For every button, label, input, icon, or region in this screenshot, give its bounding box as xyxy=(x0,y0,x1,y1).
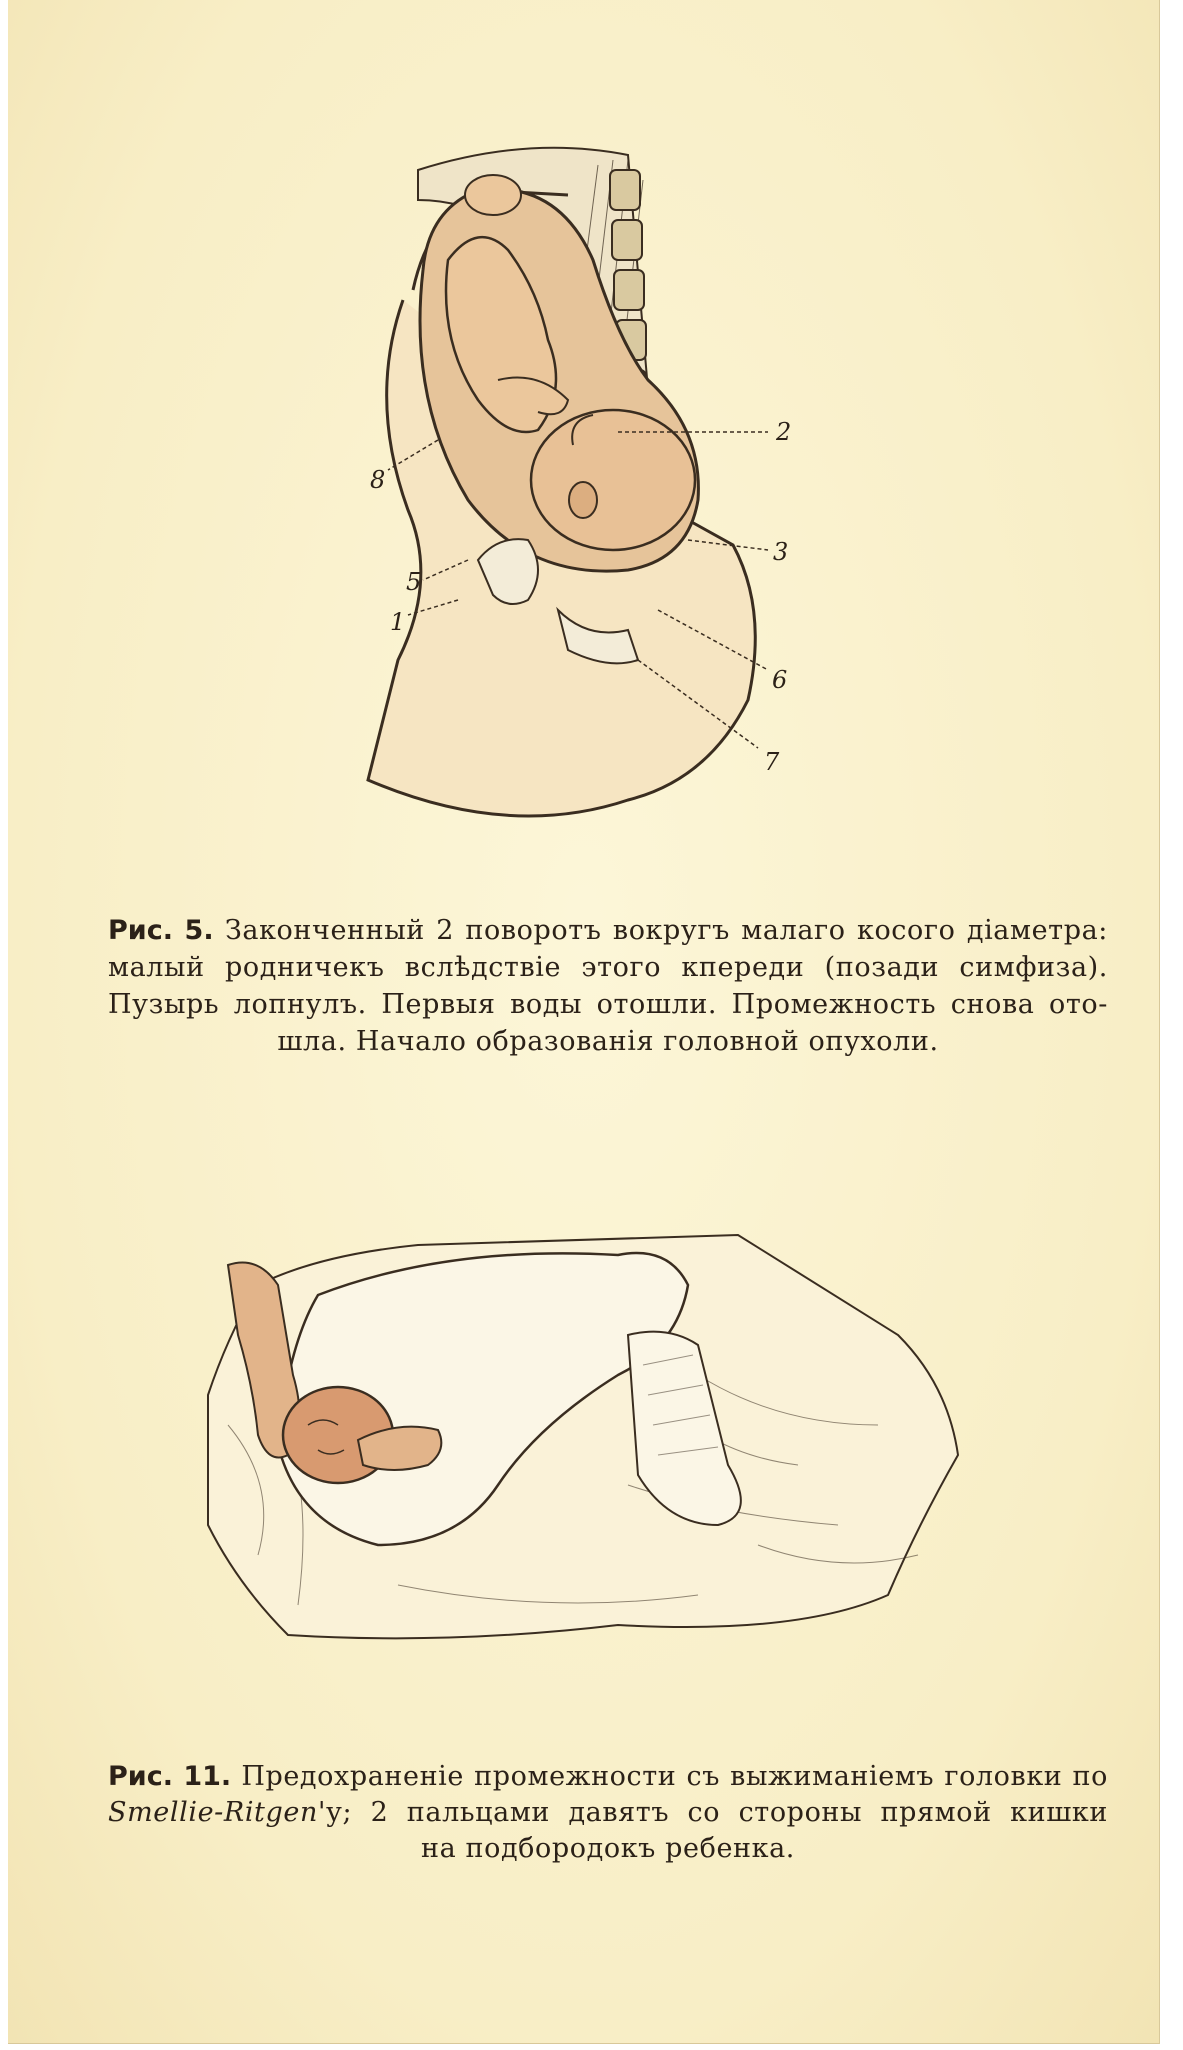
figure-11-caption xyxy=(108,1758,1108,1866)
callout-7: 7 xyxy=(764,748,780,776)
caption-11-line-2 xyxy=(108,1794,1108,1830)
caption-11-line-3: на подбородокъ ребенка. xyxy=(421,1833,795,1864)
caption-5-line-1-text: Законченный 2 поворотъ вокругъ малаго косого діаметра: xyxy=(224,915,1108,946)
caption-11-line-1 xyxy=(108,1758,1108,1794)
figure-11-drawing xyxy=(198,1225,978,1655)
caption-5-line-2: малый родничекъ вслѣдствіе этого кпереди (позади симфиза). xyxy=(108,952,1108,983)
caption-5-line-1 xyxy=(108,912,1108,949)
figure-5-label: Рис. 5. xyxy=(108,915,214,946)
callout-5: 5 xyxy=(406,568,422,596)
callout-8: 8 xyxy=(370,466,386,494)
caption-5-line-4: шла. Начало образованія головной опухоли. xyxy=(277,1026,939,1057)
figure-11-illustration xyxy=(198,1225,978,1655)
caption-11-name: Smellie-Ritgen xyxy=(108,1797,318,1828)
caption-11-line-2-text: 'у; 2 пальцами давятъ со стороны прямой кишки xyxy=(317,1797,1108,1828)
callout-1: 1 xyxy=(390,608,406,636)
figure-11-label: Рис. 11. xyxy=(108,1761,232,1792)
caption-11-line-1-text: Предохраненіе промежности съ выжиманіемъ головки по xyxy=(241,1761,1108,1792)
callout-2: 2 xyxy=(776,418,792,446)
callout-6: 6 xyxy=(772,666,788,694)
book-page xyxy=(8,0,1160,2044)
callout-3: 3 xyxy=(773,538,789,566)
figure-5-drawing xyxy=(328,140,848,830)
figure-5-illustration xyxy=(328,140,848,830)
caption-5-line-3: Пузырь лопнулъ. Первыя воды отошли. Промежность снова ото- xyxy=(108,989,1108,1020)
figure-5-caption xyxy=(108,912,1108,1060)
